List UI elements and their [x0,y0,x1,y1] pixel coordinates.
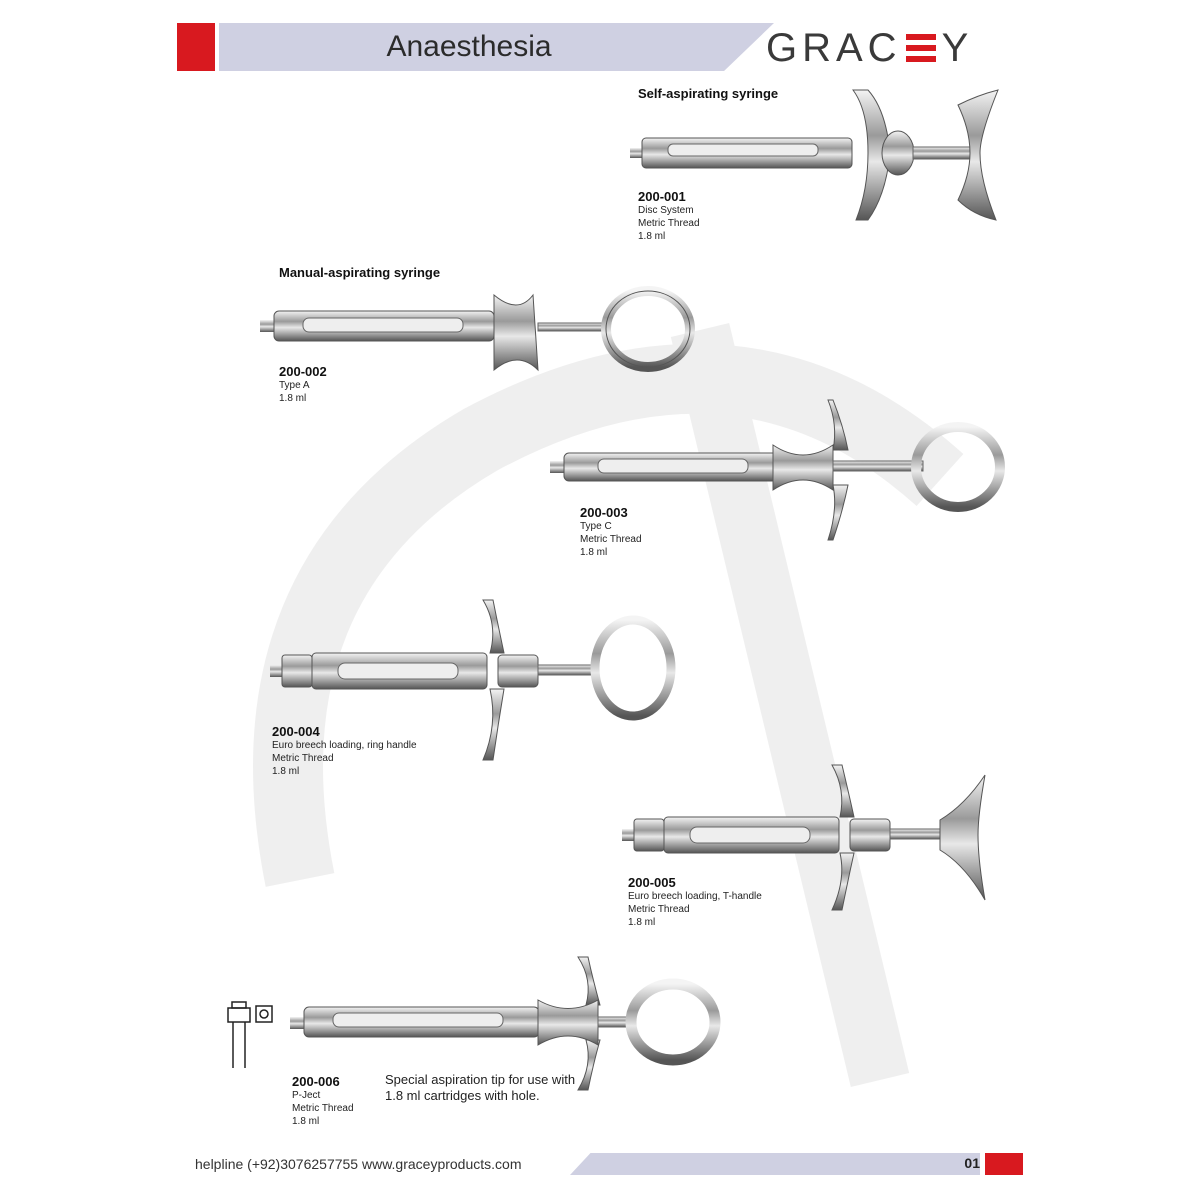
page-title: Anaesthesia [386,30,552,63]
page-number: 01 [964,1155,980,1171]
item-code: 200-005 [628,875,676,890]
logo-e-mark [906,33,936,61]
item-desc-line: Metric Thread [292,1103,354,1114]
note-line: 1.8 ml cartridges with hole. [385,1088,540,1103]
item-desc-line: Metric Thread [272,753,334,764]
aspiration-tip-diagram [222,1000,277,1070]
item-code: 200-001 [638,189,686,204]
item-code: 200-006 [292,1074,340,1089]
item-code: 200-003 [580,505,628,520]
item-desc-line: 1.8 ml [292,1116,320,1127]
item-desc-line: Euro breech loading, T-handle [628,891,762,902]
item-desc-line: 1.8 ml [638,231,666,242]
section-manual-aspirating: Manual-aspirating syringe [279,265,441,280]
header-red-block [177,23,215,71]
footer-bar [570,1153,980,1175]
item-desc-line: 1.8 ml [628,917,656,928]
note-line: Special aspiration tip for use with [385,1072,576,1087]
item-200-004 [272,724,417,778]
section-self-aspirating: Self-aspirating syringe [638,86,779,101]
item-code: 200-004 [272,724,320,739]
item-desc-line: Type C [580,521,612,532]
logo-text-right: Y [941,26,974,70]
footer-red-block [985,1153,1023,1175]
brand-logo [766,28,973,68]
item-200-006 [292,1074,354,1128]
item-200-005 [628,875,762,929]
item-desc-line: 1.8 ml [272,766,300,777]
aspiration-tip-note [385,1072,575,1104]
footer-contact: helpline (+92)3076257755 www.graceyproducts.com [195,1156,522,1172]
item-desc-line: Metric Thread [628,904,690,915]
item-code: 200-002 [279,364,327,379]
item-desc-line: Euro breech loading, ring handle [272,740,417,751]
item-200-003 [580,505,642,559]
logo-text-left: GRAC [766,26,902,70]
item-200-002 [279,364,327,405]
item-desc-line: P-Ject [292,1090,321,1101]
item-desc-line: 1.8 ml [580,547,608,558]
item-desc-line: Disc System [638,205,694,216]
item-desc-line: Metric Thread [580,534,642,545]
item-desc-line: Metric Thread [638,218,700,229]
item-desc-line: Type A [279,380,310,391]
item-desc-line: 1.8 ml [279,393,307,404]
item-200-001 [638,189,700,243]
